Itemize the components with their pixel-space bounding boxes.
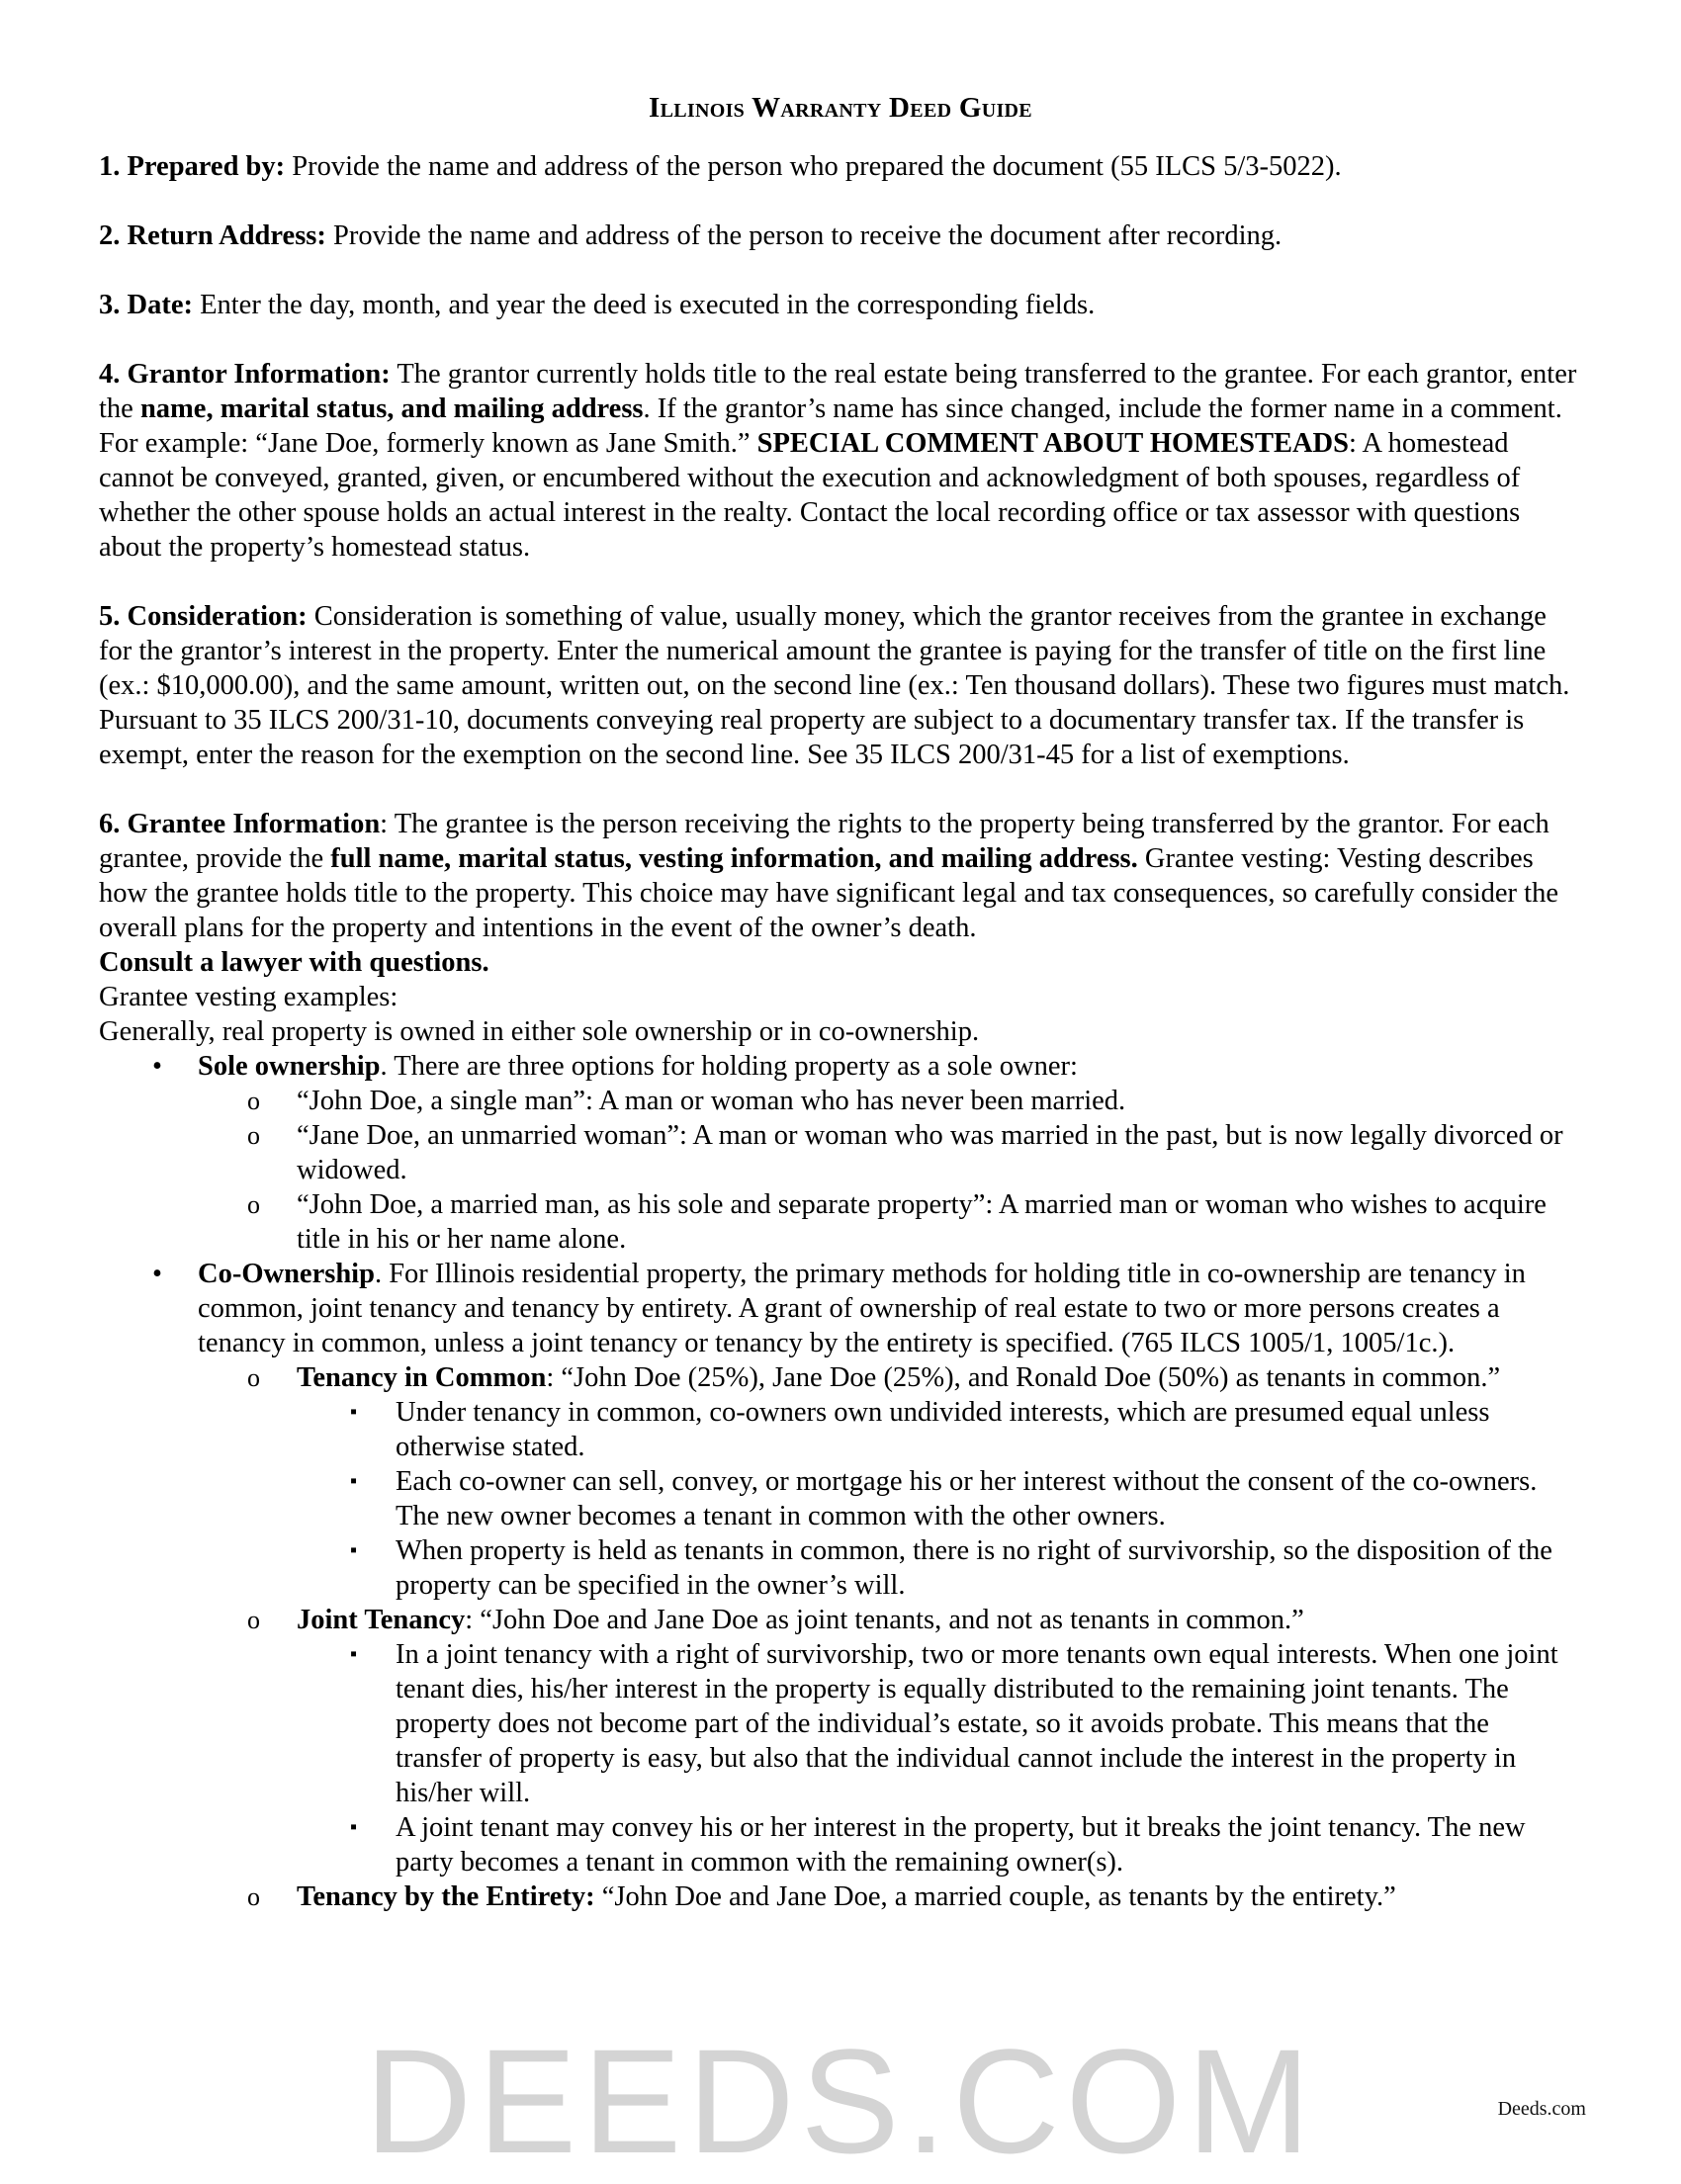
document-page (99, 91, 1582, 1914)
section-date (99, 288, 1582, 322)
bullet-icon: • (152, 1051, 162, 1082)
list-item (99, 1810, 1582, 1879)
list-item-label: Joint Tenancy (297, 1605, 466, 1635)
section-text: Enter the day, month, and year the deed is executed in the corresponding fields. (192, 290, 1096, 320)
list-item-text: “John Doe and Jane Doe, a married couple, as tenants by the entirety.” (594, 1881, 1396, 1912)
list-item-text: “John Doe, a married man, as his sole and separate property”: A married man or woman who wishes to acquire title in his or her name alone. (297, 1189, 1547, 1255)
section-grantee-information (99, 807, 1582, 1914)
page-title: Illinois Warranty Deed Guide (649, 92, 1032, 124)
list-item-text: “Jane Doe, an unmarried woman”: A man or woman who was married in the past, but is now legally divorced or widowed. (297, 1120, 1563, 1185)
bold-text: name, marital status, and mailing address (139, 393, 644, 424)
list-item-text: In a joint tenancy with a right of survivorship, two or more tenants own equal interests. When one joint tenant dies, his/her interest in the property is equally distributed to the remaining joint tenants. The property does not become part of the individual’s estate, so it avoids probate. This means that the transfer of property is easy, but also that the individual cannot include the interest in the property in his/her will. (396, 1639, 1558, 1808)
section-text: Grantee vesting: Vesting describes how the grantee holds title to the property. This choice may have significant legal and tax consequences, so carefully consider the overall plans for the property and intentions in the event of the owner’s death. (99, 843, 1558, 943)
list-item-label: Sole ownership (198, 1051, 381, 1082)
list-item-text: “John Doe, a single man”: A man or woman who has never been married. (297, 1086, 1126, 1116)
circle-bullet-icon: o (247, 1882, 260, 1911)
section-return-address (99, 218, 1582, 253)
vesting-examples-label: Grantee vesting examples: (99, 982, 398, 1012)
list-item (99, 1533, 1582, 1603)
section-text: . If the grantor’s name has since changed, include the former name in a comment. For example: “Jane Doe, formerly known as Jane Smith.” (99, 393, 1562, 459)
square-bullet-icon: ▪ (350, 1539, 358, 1561)
list-item-co-ownership (99, 1257, 1582, 1360)
section-text: Consideration is something of value, usually money, which the grantor receives from the grantee in exchange for the grantor’s interest in the property. Enter the numerical amount the grantee is paying for the transfer of title on the first line (ex.: $10,000.00), and the same amount, written out, on the second line (ex.: Ten thousand dollars). These two figures must match. Pursuant to 35 ILCS 200/31-10, documents conveying real property are subject to a documentary transfer tax. If the transfer is exempt, enter the reason for the exemption on the second line. See 35 ILCS 200/31-45 for a list of exemptions. (99, 601, 1570, 770)
list-item (99, 1187, 1582, 1257)
section-text: Provide the name and address of the person to receive the document after recording. (325, 220, 1283, 251)
list-item (99, 1395, 1582, 1464)
section-label: 4. Grantor Information: (99, 359, 391, 390)
list-item-tenancy-by-entirety (99, 1879, 1582, 1914)
section-text: : The grantee is the person receiving the rights to the property being transferred by the grantor. For each grantee, provide the (99, 809, 1549, 874)
section-label: 3. Date: (99, 290, 193, 320)
list-item-label: Tenancy by the Entirety: (297, 1881, 595, 1912)
list-item-text: When property is held as tenants in common, there is no right of survivorship, so the disposition of the property can be specified in the owner’s will. (396, 1535, 1552, 1601)
consult-lawyer-note: Consult a lawyer with questions. (99, 947, 489, 978)
homestead-heading: SPECIAL COMMENT ABOUT HOMESTEADS (756, 428, 1349, 459)
list-item (99, 1118, 1582, 1187)
list-item-sole-ownership (99, 1049, 1582, 1084)
list-item-text: Under tenancy in common, co-owners own undivided interests, which are presumed equal unless otherwise stated. (396, 1397, 1490, 1462)
section-label: 1. Prepared by: (99, 151, 286, 182)
list-item-text: . There are three options for holding property as a sole owner: (380, 1051, 1078, 1082)
list-item-text: Each co-owner can sell, convey, or mortgage his or her interest without the consent of the co-owners. The new owner becomes a tenant in common with the other owners. (396, 1466, 1538, 1531)
list-item-label: Co-Ownership (198, 1259, 375, 1289)
bullet-icon: • (152, 1259, 162, 1289)
section-prepared-by (99, 149, 1582, 184)
section-label: 2. Return Address: (99, 220, 326, 251)
list-item-text: : “John Doe (25%), Jane Doe (25%), and Ronald Doe (50%) as tenants in common.” (546, 1362, 1501, 1393)
square-bullet-icon: ▪ (350, 1401, 358, 1423)
section-label: 6. Grantee Information (99, 809, 381, 839)
circle-bullet-icon: o (247, 1121, 260, 1150)
square-bullet-icon: ▪ (350, 1816, 358, 1838)
square-bullet-icon: ▪ (350, 1643, 358, 1665)
list-item (99, 1084, 1582, 1118)
list-item-label: Tenancy in Common (297, 1362, 547, 1393)
square-bullet-icon: ▪ (350, 1470, 358, 1492)
list-item-joint-tenancy (99, 1603, 1582, 1637)
list-item-tenancy-in-common (99, 1360, 1582, 1395)
section-text: : A homestead cannot be conveyed, granted, given, or encumbered without the execution and acknowledgment of both spouses, regardless of whether the other spouse holds an actual interest in the realty. Contact the local recording office or tax assessor with questions about the property’s homestead status. (99, 428, 1521, 563)
list-item (99, 1637, 1582, 1810)
circle-bullet-icon: o (247, 1087, 260, 1115)
section-label: 5. Consideration: (99, 601, 308, 632)
section-text: Provide the name and address of the person who prepared the document (55 ILCS 5/3-5022). (285, 151, 1342, 182)
section-consideration (99, 599, 1582, 772)
list-item-text: : “John Doe and Jane Doe as joint tenants, and not as tenants in common.” (465, 1605, 1304, 1635)
footer-source: Deeds.com (1497, 2098, 1586, 2120)
ownership-intro: Generally, real property is owned in either sole ownership or in co-ownership. (99, 1016, 980, 1047)
list-item-text: . For Illinois residential property, the primary methods for holding title in co-ownership are tenancy in common, joint tenancy and tenancy by entirety. A grant of ownership of real estate to two or more persons creates a tenancy in common, unless a joint tenancy or tenancy by the entirety is specified. (765 ILCS 1005/1, 1005/1c.). (198, 1259, 1526, 1358)
section-text: The grantor currently holds title to the real estate being transferred to the grantee. For each grantor, enter the (99, 359, 1577, 424)
section-grantor-information (99, 357, 1582, 565)
circle-bullet-icon: o (247, 1363, 260, 1392)
list-item-text: A joint tenant may convey his or her interest in the property, but it breaks the joint tenancy. The new party becomes a tenant in common with the remaining owner(s). (396, 1812, 1526, 1878)
list-item (99, 1464, 1582, 1533)
circle-bullet-icon: o (247, 1190, 260, 1219)
deeds-watermark: DEEDS.COM (364, 2018, 1317, 2184)
bold-text: full name, marital status, vesting information, and mailing address. (330, 843, 1138, 874)
circle-bullet-icon: o (247, 1606, 260, 1634)
